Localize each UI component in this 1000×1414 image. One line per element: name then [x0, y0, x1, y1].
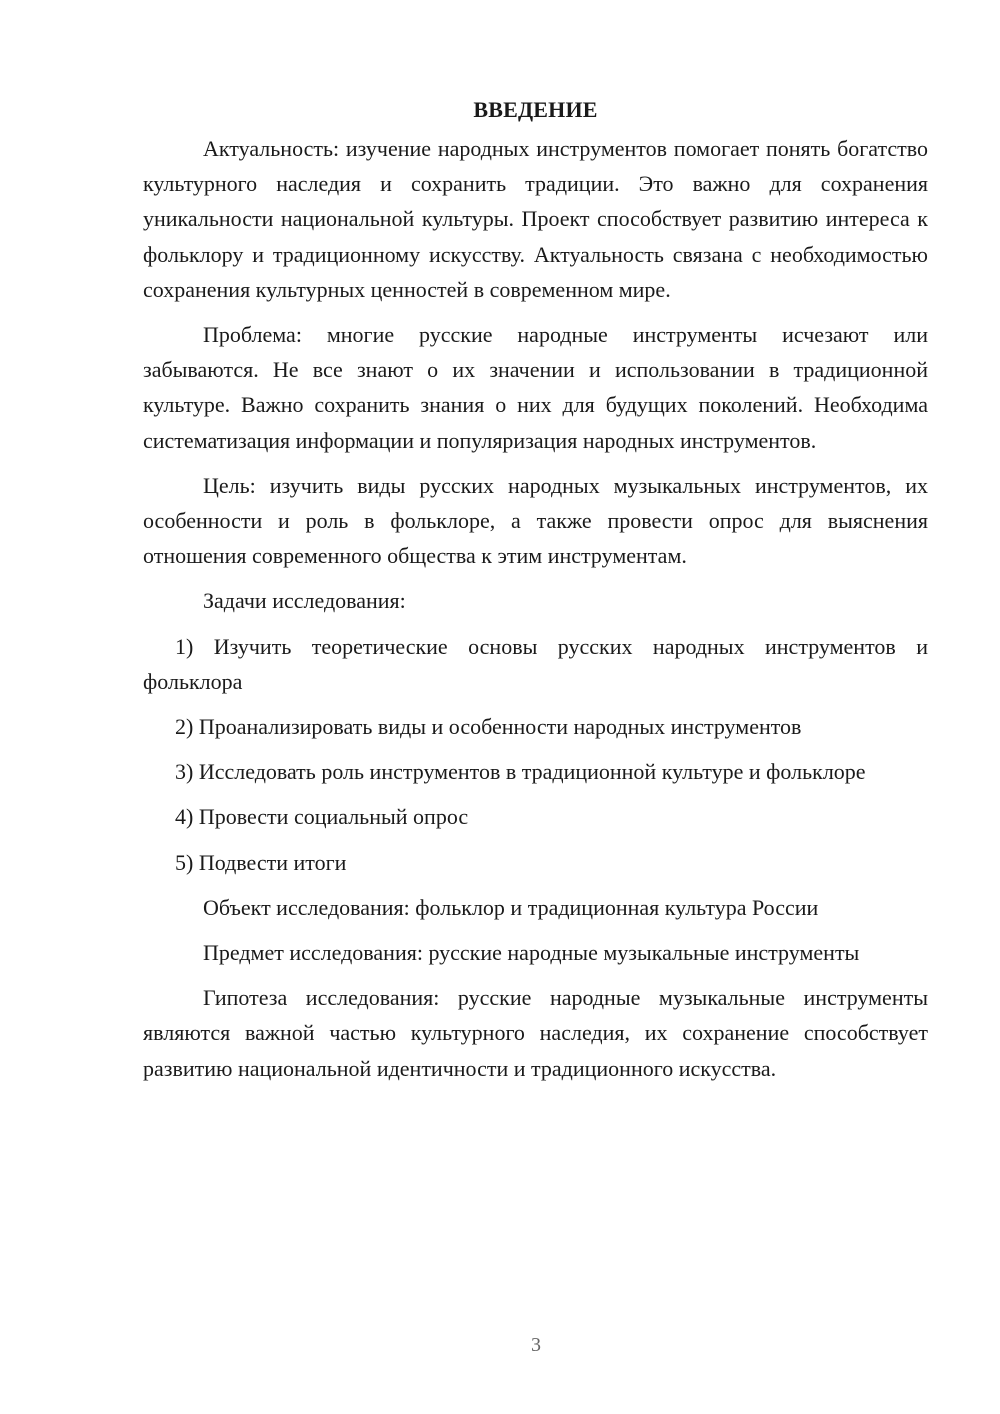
- page-number: 3: [531, 1334, 541, 1356]
- task-item-2: 2) Проанализировать виды и особенности народных инструментов: [175, 714, 802, 740]
- document-page: [143, 92, 928, 1096]
- task-item-1: 1) Изучить теоретические основы русских народных инструментов и фольклора: [143, 633, 928, 694]
- task-item-3: 3) Исследовать роль инструментов в традиционной культуре и фольклоре: [175, 759, 866, 785]
- paragraph-goal: Цель: изучить виды русских народных музыкальных инструментов, их особенности и роль в фольклоре, а также провести опрос для выяснения отношения современного общества к этим инструментам.: [143, 472, 928, 569]
- paragraph-relevance: Актуальность: изучение народных инструментов помогает понять богатство культурного наследия и сохранить традиции. Это важно для сохранения уникальности национальной культуры. Проект способствует развитию интереса к фольклору и традиционному искусству. Актуальность связана с необходимостью сохранения культурных ценностей в современном мире.: [143, 136, 928, 302]
- paragraph-subject: Предмет исследования: русские народные музыкальные инструменты: [203, 940, 860, 966]
- page-title: ВВЕДЕНИЕ: [473, 97, 598, 122]
- task-item-5: 5) Подвести итоги: [175, 849, 347, 875]
- paragraph-hypothesis: Гипотеза исследования: русские народные музыкальные инструменты являются важной частью культурного наследия, их сохранение способствует развитию национальной идентичности и традиционного искусства.: [143, 985, 928, 1081]
- tasks-heading: Задачи исследования:: [203, 588, 406, 614]
- paragraph-object: Объект исследования: фольклор и традиционная культура России: [203, 894, 819, 920]
- task-item-4: 4) Провести социальный опрос: [175, 804, 469, 830]
- paragraph-problem: Проблема: многие русские народные инструменты исчезают или забываются. Не все знают о их значении и использовании в традиционной культуре. Важно сохранить знания о них для будущих поколений. Необходима систематизация информации и популяризация народных инструментов.: [143, 322, 928, 453]
